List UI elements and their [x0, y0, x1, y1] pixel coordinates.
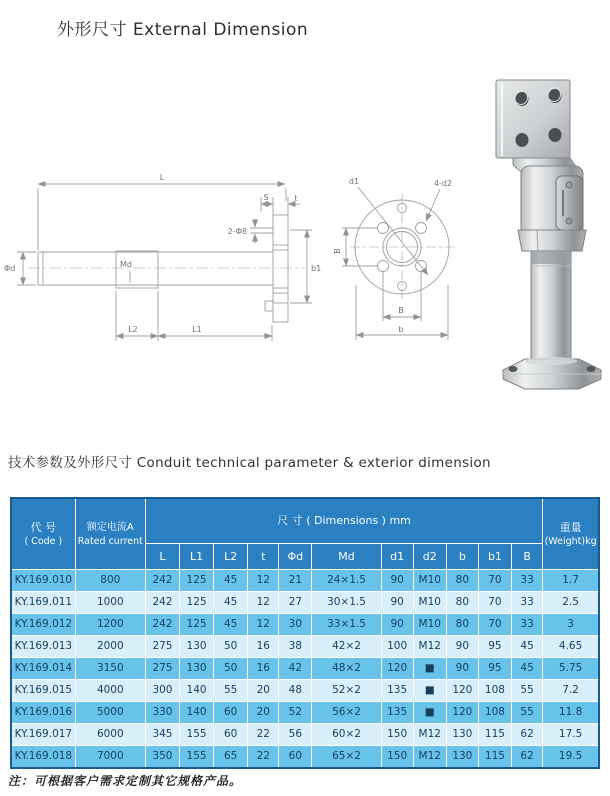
cell-value: 155: [180, 723, 214, 745]
cell-value: 50: [214, 635, 248, 657]
cell-value: 20: [248, 701, 279, 723]
cell-value: 42: [279, 657, 312, 679]
cell-value: M10: [413, 613, 446, 635]
cell-value: 45: [214, 613, 248, 635]
cell-value: 3150: [75, 657, 145, 679]
col-header-b: b: [446, 543, 478, 569]
technical-dimension-drawing: [0, 55, 460, 410]
cell-value: M10: [413, 591, 446, 613]
cell-value: 62: [511, 745, 542, 768]
footnote: 注：可根据客户需求定制其它规格产品。: [8, 774, 243, 788]
cell-code: KY.169.012: [11, 613, 75, 635]
cell-value: 155: [180, 745, 214, 768]
cell-value: 27: [279, 591, 312, 613]
cell-value: 140: [180, 701, 214, 723]
cell-value: 22: [248, 723, 279, 745]
cell-value: 38: [279, 635, 312, 657]
cell-value: 150: [381, 745, 413, 768]
cell-value: 80: [446, 591, 478, 613]
cell-value: 108: [478, 701, 511, 723]
parameter-table: [10, 497, 600, 769]
cell-value: 17.5: [543, 723, 599, 745]
cell-value: 90: [381, 569, 413, 591]
cell-value: 4.65: [543, 635, 599, 657]
cell-value: 60: [214, 701, 248, 723]
cell-value: 45: [511, 635, 542, 657]
cell-value: 120: [446, 679, 478, 701]
cell-value: 80: [446, 613, 478, 635]
cell-value: 90: [446, 635, 478, 657]
table-row: [11, 635, 599, 657]
col-header-d1: d1: [381, 543, 413, 569]
cell-value: 135: [381, 701, 413, 723]
cell-value: 20: [248, 679, 279, 701]
cell-value: 33: [511, 613, 542, 635]
cell-value: 24×1.5: [312, 569, 381, 591]
cell-value: 60×2: [312, 723, 381, 745]
table-row: [11, 701, 599, 723]
cell-value: 4000: [75, 679, 145, 701]
table-row: [11, 723, 599, 745]
cell-value: 130: [180, 657, 214, 679]
col-header-current: [75, 498, 145, 569]
cell-code: KY.169.013: [11, 635, 75, 657]
cell-value: 135: [381, 679, 413, 701]
cell-value: 22: [248, 745, 279, 768]
cell-value: 95: [478, 657, 511, 679]
cell-value: 125: [180, 613, 214, 635]
col-header-t: t: [248, 543, 279, 569]
cell-value: 80: [446, 569, 478, 591]
cell-code: KY.169.017: [11, 723, 75, 745]
dim-label-L2: L2: [128, 325, 138, 334]
cell-value: M12: [413, 745, 446, 768]
col-header-current-en: Rated current: [77, 535, 143, 547]
cell-value: 33: [511, 569, 542, 591]
dim-label-phid: Φd: [4, 264, 16, 273]
section-title: 技术参数及外形尺寸 Conduit technical parameter & exterior dimension: [8, 455, 491, 471]
col-header-weight: [543, 498, 599, 569]
cell-value: 115: [478, 745, 511, 768]
cell-value: 56×2: [312, 701, 381, 723]
cell-value: 12: [248, 569, 279, 591]
cell-value: 5.75: [543, 657, 599, 679]
cell-value: 55: [511, 701, 542, 723]
cell-value: 62: [511, 723, 542, 745]
dim-label-4-d2: 4-d2: [433, 179, 452, 188]
cell-value: 345: [145, 723, 179, 745]
cell-value: 65: [214, 745, 248, 768]
page-title: 外形尺寸 External Dimension: [57, 20, 309, 40]
table-body: [11, 569, 599, 768]
col-header-dimensions: 尺 寸 ( Dimensions ) mm: [145, 498, 542, 543]
cell-value: 300: [145, 679, 179, 701]
cell-value: 242: [145, 569, 179, 591]
cell-value: 60: [279, 745, 312, 768]
cell-value: 130: [180, 635, 214, 657]
table-row: [11, 569, 599, 591]
cell-value: 30×1.5: [312, 591, 381, 613]
cell-value: 275: [145, 657, 179, 679]
col-header-code-en: ( Code ): [24, 535, 63, 547]
table-row: [11, 591, 599, 613]
cell-value: 52: [279, 701, 312, 723]
cell-value: 55: [214, 679, 248, 701]
cell-value: 70: [478, 569, 511, 591]
dim-label-d1: d1: [348, 177, 360, 186]
col-header-code-cn: 代 号: [30, 520, 57, 534]
col-header-weight-en: (Weight)kg: [544, 535, 597, 547]
cell-value: 70: [478, 591, 511, 613]
cell-value: 45: [511, 657, 542, 679]
cell-value: 140: [180, 679, 214, 701]
dim-label-b: b: [398, 325, 404, 334]
cell-value: 3: [543, 613, 599, 635]
cell-value: 45: [214, 591, 248, 613]
cell-value: M10: [413, 569, 446, 591]
dim-label-2-phi8: 2-Φ8: [227, 227, 247, 236]
cell-value: 2.5: [543, 591, 599, 613]
cell-value: 55: [511, 679, 542, 701]
col-header-L: L: [145, 543, 179, 569]
table-row: [11, 657, 599, 679]
cell-value: 50: [214, 657, 248, 679]
cell-value: 125: [180, 591, 214, 613]
cell-value: 2000: [75, 635, 145, 657]
dim-label-t: t: [294, 194, 298, 203]
cell-value: 12: [248, 591, 279, 613]
cell-value: 60: [214, 723, 248, 745]
cell-value: 11.8: [543, 701, 599, 723]
cell-value: 95: [478, 635, 511, 657]
cell-value: 1200: [75, 613, 145, 635]
dim-label-L: L: [159, 173, 165, 182]
cell-value: 90: [381, 591, 413, 613]
cell-value: 90: [381, 613, 413, 635]
cell-code: KY.169.011: [11, 591, 75, 613]
cell-value: 7000: [75, 745, 145, 768]
cell-value: 242: [145, 613, 179, 635]
cell-value: 350: [145, 745, 179, 768]
cell-value: 19.5: [543, 745, 599, 768]
cell-value: 45: [214, 569, 248, 591]
cell-value: 56: [279, 723, 312, 745]
dim-label-B-left: B: [333, 248, 342, 254]
cell-value: 6000: [75, 723, 145, 745]
dim-label-L1: L1: [192, 325, 202, 334]
cell-code: KY.169.015: [11, 679, 75, 701]
cell-value: 1.7: [543, 569, 599, 591]
cell-value: ■: [413, 701, 446, 723]
cell-value: 100: [381, 635, 413, 657]
cell-value: 7.2: [543, 679, 599, 701]
col-header-L1: L1: [180, 543, 214, 569]
cell-value: 21: [279, 569, 312, 591]
cell-value: 130: [446, 745, 478, 768]
cell-value: 65×2: [312, 745, 381, 768]
dim-label-Md: Md: [120, 260, 132, 269]
cell-value: 1000: [75, 591, 145, 613]
cell-value: 120: [381, 657, 413, 679]
col-header-code: [11, 498, 75, 569]
cell-code: KY.169.010: [11, 569, 75, 591]
dim-label-b1: b1: [311, 264, 322, 273]
cell-value: 48×2: [312, 657, 381, 679]
cell-value: 275: [145, 635, 179, 657]
dim-label-B-bottom: B: [398, 306, 404, 315]
cell-value: 16: [248, 635, 279, 657]
cell-code: KY.169.016: [11, 701, 75, 723]
cell-value: M12: [413, 635, 446, 657]
col-header-phid: Φd: [279, 543, 312, 569]
cell-value: M12: [413, 723, 446, 745]
col-header-b1: b1: [478, 543, 511, 569]
cell-code: KY.169.018: [11, 745, 75, 768]
cell-value: 48: [279, 679, 312, 701]
cell-value: 30: [279, 613, 312, 635]
table-row: [11, 679, 599, 701]
col-header-Md: Md: [312, 543, 381, 569]
cell-value: 115: [478, 723, 511, 745]
cell-value: ■: [413, 679, 446, 701]
cell-value: 5000: [75, 701, 145, 723]
cell-value: 150: [381, 723, 413, 745]
table-row: [11, 613, 599, 635]
dim-label-S: S: [263, 193, 269, 202]
cell-value: 42×2: [312, 635, 381, 657]
cell-value: 33: [511, 591, 542, 613]
product-photo: [455, 58, 608, 408]
cell-value: 16: [248, 657, 279, 679]
col-header-current-cn: 额定电流A: [86, 521, 134, 533]
cell-code: KY.169.014: [11, 657, 75, 679]
cell-value: 70: [478, 613, 511, 635]
table-row: [11, 745, 599, 768]
cell-value: 33×1.5: [312, 613, 381, 635]
cell-value: 800: [75, 569, 145, 591]
cell-value: 52×2: [312, 679, 381, 701]
cell-value: ■: [413, 657, 446, 679]
cell-value: 90: [446, 657, 478, 679]
col-header-L2: L2: [214, 543, 248, 569]
cell-value: 125: [180, 569, 214, 591]
cell-value: 330: [145, 701, 179, 723]
col-header-d2: d2: [413, 543, 446, 569]
col-header-B: B: [511, 543, 542, 569]
col-header-weight-cn: 重量: [559, 520, 582, 534]
cell-value: 12: [248, 613, 279, 635]
cell-value: 242: [145, 591, 179, 613]
cell-value: 130: [446, 723, 478, 745]
cell-value: 108: [478, 679, 511, 701]
cell-value: 120: [446, 701, 478, 723]
